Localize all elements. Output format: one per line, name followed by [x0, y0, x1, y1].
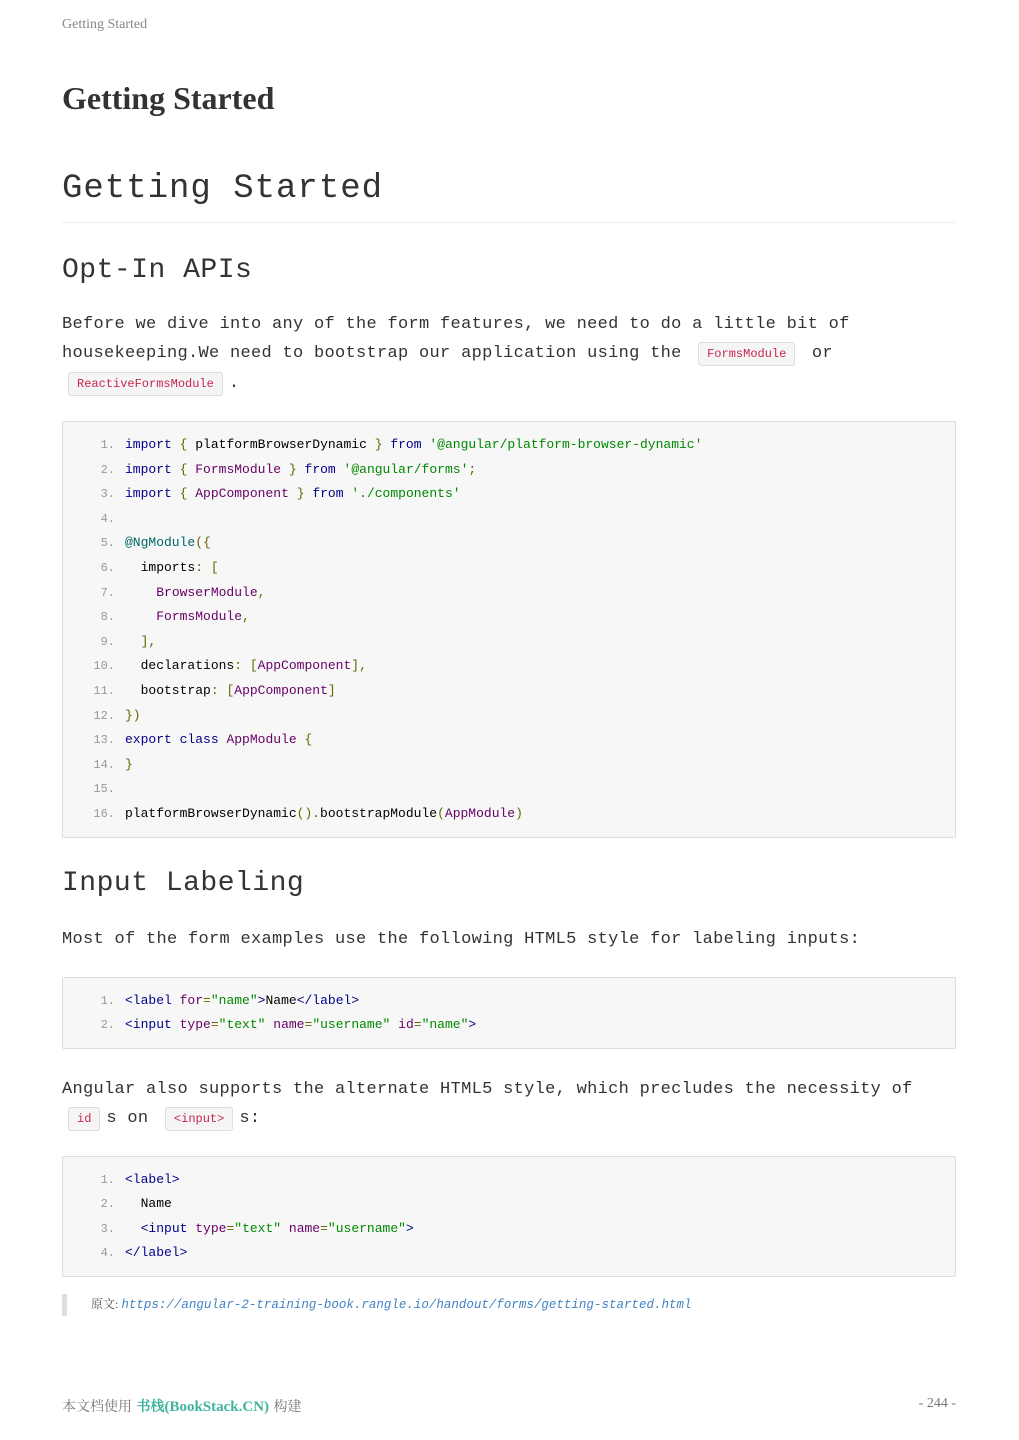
code-line-text: @NgModule({	[125, 535, 211, 551]
line-number: 4.	[100, 511, 115, 526]
article-content	[62, 170, 956, 1277]
line-number: 15.	[93, 782, 115, 797]
code-line-text: import { FormsModule } from '@angular/forms';	[125, 461, 477, 477]
page-number: - 244 -	[918, 1396, 956, 1411]
code-line	[63, 704, 955, 729]
code-line-text: export class AppModule {	[125, 732, 313, 748]
heading-input-labeling: Input Labeling	[62, 867, 305, 899]
paragraph-text: .	[228, 374, 240, 393]
code-block-ngmodule[interactable]	[62, 421, 956, 838]
code-line	[63, 482, 955, 507]
line-number: 16.	[93, 806, 115, 821]
line-number: 5.	[100, 536, 115, 551]
inline-code-id: id	[68, 1107, 100, 1131]
code-line	[63, 1192, 955, 1217]
line-number: 12.	[93, 708, 115, 723]
code-line-text: <input type="text" name="username" id="name">	[125, 1017, 477, 1033]
footer-prefix: 本文档使用	[62, 1399, 137, 1415]
code-line-text: Name	[125, 1196, 172, 1212]
paragraph-text: Before we dive into any of the form features, we need to do a little bit of housekeeping.We need to bootstrap our application using the	[62, 315, 850, 363]
book-title: Getting Started	[62, 80, 275, 116]
code-line-text: <label>	[125, 1171, 180, 1187]
page-title: Getting Started	[62, 170, 956, 223]
code-line	[63, 507, 955, 532]
heading-opt-in-apis: Opt-In APIs	[62, 255, 253, 286]
code-line-text: </label>	[125, 1245, 188, 1261]
line-number: 8.	[100, 610, 115, 625]
code-line-text: <input type="text" name="username">	[140, 1220, 414, 1236]
footer-credit	[62, 1396, 302, 1416]
code-line-text: imports: [	[125, 559, 219, 575]
code-line-text: FormsModule,	[156, 609, 250, 625]
code-line	[63, 605, 955, 630]
code-line	[63, 1168, 955, 1193]
inline-code-reactiveformsmodule: ReactiveFormsModule	[68, 372, 223, 396]
code-line-text: BrowserModule,	[156, 584, 266, 600]
source-separator: :	[115, 1297, 122, 1311]
code-line-text: import { platformBrowserDynamic } from '@angular/platform-browser-dynamic'	[125, 437, 703, 452]
footer-suffix: 构建	[269, 1399, 302, 1415]
line-number: 7.	[100, 585, 115, 600]
bookstack-link-cn[interactable]: 书栈	[136, 1399, 165, 1415]
paragraph-text: or	[801, 344, 833, 363]
source-label: 原文	[91, 1297, 116, 1311]
code-line-text: bootstrap: [AppComponent]	[125, 682, 336, 698]
line-number: 2.	[100, 462, 115, 477]
code-line	[63, 531, 955, 556]
code-line-text: ],	[140, 633, 157, 649]
code-line	[63, 581, 955, 606]
code-line	[63, 630, 955, 655]
line-number: 2.	[100, 1018, 115, 1033]
line-number: 9.	[100, 634, 115, 649]
code-line	[63, 728, 955, 753]
code-line	[63, 1013, 955, 1038]
code-line-text: declarations: [AppComponent],	[125, 658, 367, 674]
line-number: 10.	[93, 659, 115, 674]
code-line	[63, 679, 955, 704]
code-block-wrapped-label[interactable]	[62, 1156, 956, 1277]
code-line	[63, 458, 955, 483]
code-line	[63, 753, 955, 778]
line-number: 13.	[93, 733, 115, 748]
code-line-text: }	[125, 756, 133, 772]
line-number: 14.	[93, 757, 115, 772]
code-line-text: platformBrowserDynamic().bootstrapModule(AppModule)	[125, 805, 523, 821]
line-number: 11.	[93, 683, 115, 698]
paragraph-text: Angular also supports the alternate HTML5 style, which precludes the necessity of	[62, 1079, 913, 1099]
paragraph-labeling: Most of the form examples use the following HTML5 style for labeling inputs:	[62, 929, 861, 949]
code-line-text: })	[125, 707, 141, 723]
code-block-label-for[interactable]	[62, 977, 956, 1049]
code-line	[63, 654, 955, 679]
code-line	[63, 777, 955, 802]
line-number: 3.	[100, 487, 115, 502]
inline-code-formsmodule: FormsModule	[698, 342, 795, 366]
code-line	[63, 433, 955, 458]
source-link[interactable]: https://angular-2-training-book.rangle.io/handout/forms/getting-started.html	[121, 1298, 692, 1312]
code-line-text: <label for="name">Name</label>	[125, 992, 360, 1008]
code-line	[63, 556, 955, 581]
inline-code-input: <input>	[165, 1107, 233, 1131]
code-line-text: import { AppComponent } from './components'	[125, 486, 461, 502]
code-line	[63, 1241, 955, 1266]
line-number: 2.	[100, 1197, 115, 1212]
paragraph-text: s on	[106, 1108, 159, 1128]
source-blockquote	[62, 1294, 691, 1316]
header-breadcrumb: Getting Started	[62, 17, 148, 32]
line-number: 4.	[100, 1246, 115, 1261]
code-line	[63, 989, 955, 1014]
line-number: 1.	[100, 1172, 115, 1187]
code-line	[63, 802, 955, 827]
code-line	[63, 1217, 955, 1242]
line-number: 6.	[100, 560, 115, 575]
line-number: 3.	[100, 1221, 115, 1236]
paragraph-alternate	[62, 1075, 956, 1134]
line-number: 1.	[100, 993, 115, 1008]
paragraph-opt-in	[62, 310, 956, 399]
bookstack-link[interactable]: (BookStack.CN)	[164, 1399, 270, 1415]
paragraph-text: s:	[239, 1108, 261, 1128]
line-number: 1.	[100, 438, 115, 452]
